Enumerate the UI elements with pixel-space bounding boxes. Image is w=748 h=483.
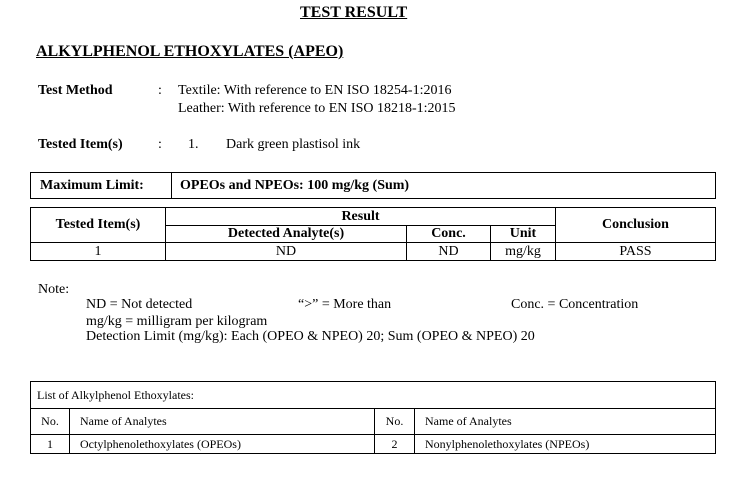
analyte-list-table xyxy=(30,381,716,454)
section-title: ALKYLPHENOL ETHOXYLATES (APEO) xyxy=(36,43,344,60)
analyte-name-2: Nonylphenolethoxylates (NPEOs) xyxy=(415,435,716,454)
test-method-label: Test Method xyxy=(38,83,113,98)
analyte-no-1: 1 xyxy=(31,435,70,454)
note-mgkg: mg/kg = milligram per kilogram xyxy=(86,314,268,329)
header-no-right: No. xyxy=(375,409,415,435)
analyte-name-1: Octylphenolethoxylates (OPEOs) xyxy=(70,435,375,454)
header-conc: Conc. xyxy=(407,226,491,243)
header-conclusion: Conclusion xyxy=(556,208,716,243)
note-more-than: “>” = More than xyxy=(298,297,392,312)
header-analyte-left: Name of Analytes xyxy=(70,409,375,435)
header-result: Result xyxy=(166,208,556,226)
cell-unit: mg/kg xyxy=(491,243,556,261)
result-table xyxy=(30,207,716,261)
maximum-limit-label: Maximum Limit: xyxy=(31,173,172,199)
header-unit: Unit xyxy=(491,226,556,243)
cell-conclusion: PASS xyxy=(556,243,716,261)
tested-items-colon: : xyxy=(158,137,162,152)
analyte-list-title: List of Alkylphenol Ethoxylates: xyxy=(31,382,716,409)
test-method-colon: : xyxy=(158,83,162,98)
note-concentration: Conc. = Concentration xyxy=(511,297,639,312)
maximum-limit-table xyxy=(30,172,716,199)
table-row xyxy=(31,435,716,454)
cell-analyte: ND xyxy=(166,243,407,261)
tested-item-name: Dark green plastisol ink xyxy=(226,137,361,152)
analyte-no-2: 2 xyxy=(375,435,415,454)
header-detected-analytes: Detected Analyte(s) xyxy=(166,226,407,243)
note-detection-limit: Detection Limit (mg/kg): Each (OPEO & NPEO) 20; Sum (OPEO & NPEO) 20 xyxy=(86,329,535,344)
tested-items-label: Tested Item(s) xyxy=(38,137,123,152)
table-row xyxy=(31,243,716,261)
header-no-left: No. xyxy=(31,409,70,435)
note-label: Note: xyxy=(38,282,70,297)
note-nd: ND = Not detected xyxy=(86,297,193,312)
tested-item-number: 1. xyxy=(188,137,199,152)
test-method-line-textile: Textile: With reference to EN ISO 18254-1:2016 xyxy=(178,83,452,98)
cell-item: 1 xyxy=(31,243,166,261)
header-tested-items: Tested Item(s) xyxy=(31,208,166,243)
maximum-limit-value: OPEOs and NPEOs: 100 mg/kg (Sum) xyxy=(172,173,716,199)
page-heading: TEST RESULT xyxy=(300,4,408,21)
test-method-line-leather: Leather: With reference to EN ISO 18218-1:2015 xyxy=(178,101,456,116)
cell-conc: ND xyxy=(407,243,491,261)
header-analyte-right: Name of Analytes xyxy=(415,409,716,435)
